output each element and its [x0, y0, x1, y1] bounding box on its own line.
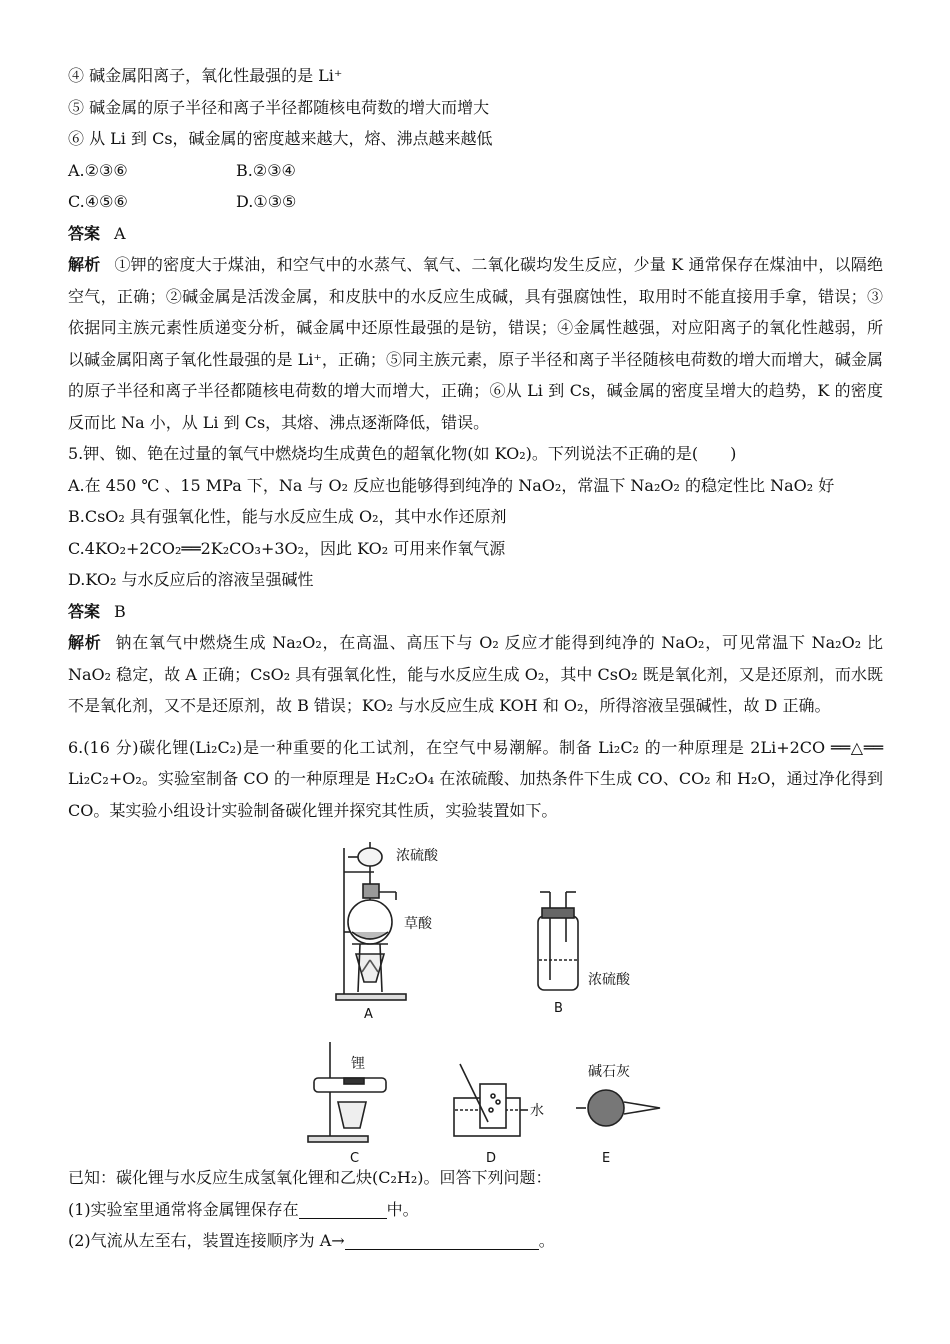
q4-option-d: D.①③⑤: [236, 192, 297, 211]
q6-part-2: (2)气流从左至右，装置连接顺序为 A→ 。: [68, 1231, 555, 1250]
q6-part-1: (1)实验室里通常将金属锂保存在 中。: [68, 1199, 419, 1219]
document-page: [68, 60, 883, 1257]
q5-answer: [68, 596, 883, 628]
q4-answer-value: A: [114, 223, 126, 243]
answer-label: 答案: [68, 223, 101, 243]
q5-analysis-text: 钠在氧气中燃烧生成 Na₂O₂，在高温、高压下与 O₂ 反应才能得到纯净的 NaO₂，可见常温下 Na₂O₂ 比 NaO₂ 稳定，故 A 正确；CsO₂ 具有强氧化性，能与水反应生成 O₂，其中 CsO₂ 既是氧化剂，又是还原剂，而水既不是氧化剂，又不是还原剂，故 B 错误；KO₂ 与水反应生成 KOH 和 O₂，所得溶液呈强碱性，故 D 正确。: [68, 633, 883, 715]
label-b-acid: 浓硫酸: [588, 972, 630, 988]
answer-blank-2[interactable]: [345, 1231, 539, 1250]
q5-analysis: [68, 627, 883, 722]
q4-answer: [68, 218, 883, 250]
q5-option-b: B.CsO₂ 具有强氧化性，能与水反应生成 O₂，其中水作还原剂: [68, 507, 507, 526]
known-info: 已知：碳化锂与水反应生成氢氧化锂和乙炔(C₂H₂)。回答下列问题：: [68, 1168, 552, 1187]
q5-option-c: C.4KO₂+2CO₂══2K₂CO₃+3O₂，因此 KO₂ 可用来作氧气源: [68, 538, 506, 558]
q4-analysis: [68, 249, 883, 438]
apparatus-b: [538, 892, 578, 990]
q5-answer-value: B: [114, 601, 126, 621]
q5-stem: 5.钾、铷、铯在过量的氧气中燃烧均生成黄色的超氧化物(如 KO₂)。下列说法不正确的是( ): [68, 444, 737, 463]
statement-6: ⑥ 从 Li 到 Cs，碱金属的密度越来越大，熔、沸点越来越低: [68, 129, 493, 148]
q4-option-c: C.④⑤⑥: [68, 192, 128, 211]
label-e: E: [602, 1151, 611, 1162]
q4-options-row-2: [68, 186, 883, 218]
answer-label: 答案: [68, 601, 101, 621]
statement-5: ⑤ 碱金属的原子半径和离子半径都随核电荷数的增大而增大: [68, 97, 490, 117]
label-d-water: 水: [530, 1103, 544, 1119]
q4-options-row-1: [68, 155, 883, 187]
statement-4: ④ 碱金属阳离子，氧化性最强的是 Li⁺: [68, 66, 343, 85]
apparatus-c: [308, 1042, 386, 1142]
label-c-li: 锂: [351, 1056, 365, 1072]
label-d: D: [486, 1151, 497, 1162]
answer-blank-1[interactable]: [299, 1200, 387, 1219]
label-a: A: [364, 1007, 373, 1022]
q5-option-a: A.在 450 ℃ 、15 MPa 下，Na 与 O₂ 反应也能够得到纯净的 NaO₂，常温下 Na₂O₂ 的稳定性比 NaO₂ 好: [68, 475, 835, 495]
apparatus-d: [454, 1064, 528, 1136]
q4-analysis-text: ①钾的密度大于煤油，和空气中的水蒸气、氧气、二氧化碳均发生反应，少量 K 通常保存在煤油中，以隔绝空气，正确；②碱金属是活泼金属，和皮肤中的水反应生成碱，具有强腐蚀性，取用时不能直接用手拿，错误；③依据同主族元素性质递变分析，碱金属中还原性最强的是钫，错误；④金属性越强，对应阳离子的氧化性越弱，所以碱金属阳离子氧化性最强的是 Li⁺，正确；⑤同主族元素，原子半径和离子半径随核电荷数的增大而增大，碱金属的原子半径和离子半径都随核电荷数的增大而增大，正确；⑥从 Li 到 Cs，碱金属的密度呈增大的趋势，K 的密度反而比 Na 小，从 Li 到 Cs，其熔、沸点逐渐降低，错误。: [68, 255, 883, 432]
label-a-acid: 浓硫酸: [396, 848, 438, 864]
apparatus-a: [336, 842, 406, 1000]
label-e-lime: 碱石灰: [588, 1064, 630, 1080]
analysis-label: 解析: [68, 255, 101, 274]
q4-option-a: A.②③⑥: [68, 160, 128, 180]
label-c: C: [350, 1151, 360, 1162]
apparatus-figure: [68, 832, 883, 1162]
apparatus-e: [576, 1090, 660, 1126]
q6-stem: 6.(16 分)碳化锂(Li₂C₂)是一种重要的化工试剂，在空气中易潮解。制备 Li₂C₂ 的一种原理是 2Li+2CO ══△══ Li₂C₂+O₂。实验室制备 CO 的一种原理是 H₂C₂O₄ 在浓硫酸、加热条件下生成 CO、CO₂ 和 H₂O，通过净化得到 CO。某实验小组设计实验制备碳化锂并探究其性质，实验装置如下。: [68, 737, 883, 820]
label-a-oxalic: 草酸: [404, 916, 432, 932]
analysis-label: 解析: [68, 633, 102, 652]
q4-option-b: B.②③④: [236, 160, 296, 180]
q5-option-d: D.KO₂ 与水反应后的溶液呈强碱性: [68, 570, 314, 589]
label-b: B: [554, 1001, 563, 1016]
